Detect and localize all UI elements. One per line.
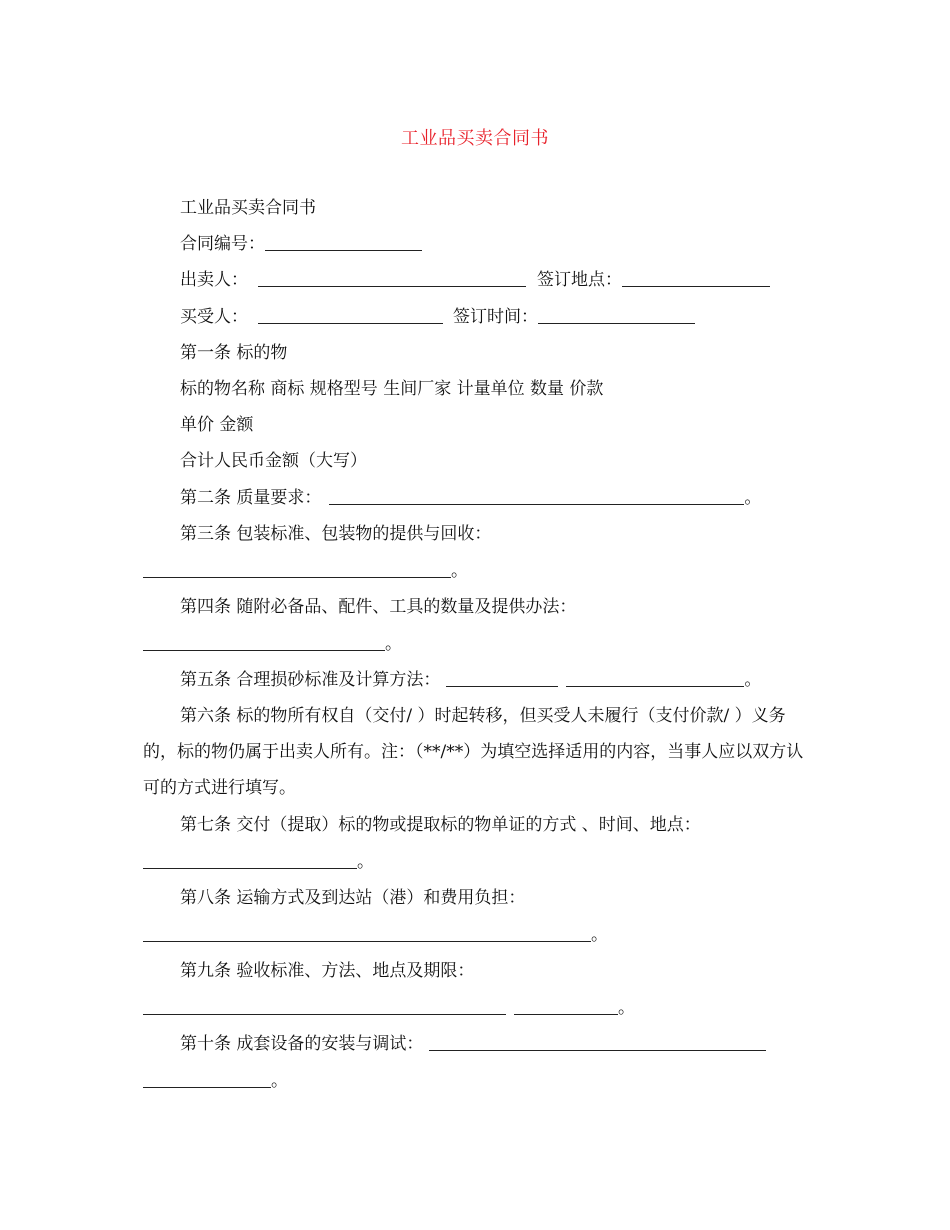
article-2-line <box>180 486 761 510</box>
buyer-label: 买受人： <box>180 307 248 327</box>
contract-heading: 工业品买卖合同书 <box>180 198 316 218</box>
seller-label: 出卖人： <box>180 270 248 290</box>
period: 。 <box>618 998 635 1018</box>
contract-number-line <box>180 232 422 256</box>
article-8-fill-line <box>143 923 608 947</box>
article-1-columns: 标的物名称 商标 规格型号 生间厂家 计量单位 数量 价款 <box>180 379 604 399</box>
document-title: 工业品买卖合同书 <box>401 128 549 149</box>
article-10-blank <box>429 1034 766 1051</box>
article-5-line <box>180 668 761 692</box>
article-1-total: 合计人民币金额（大写） <box>180 451 367 471</box>
period: 。 <box>591 925 608 945</box>
article-3-label: 第三条 包装标准、包装物的提供与回收： <box>180 524 492 544</box>
article-5-blank-1 <box>446 670 558 687</box>
article-9-blank-2 <box>514 998 618 1015</box>
article-7-fill-line <box>143 850 374 874</box>
article-1-heading: 第一条 标的物 <box>180 343 288 363</box>
article-10-line <box>180 1032 766 1056</box>
article-4-fill-line <box>143 632 402 656</box>
article-10-fill-line <box>143 1069 288 1093</box>
article-3-fill-line <box>143 559 468 583</box>
contract-number-label: 合同编号： <box>180 234 265 254</box>
article-7-blank <box>143 852 357 869</box>
article-2-blank <box>329 488 744 505</box>
period: 。 <box>271 1071 288 1091</box>
article-6-paragraph: 第六条 标的物所有权自（交付/ ）时起转移，但买受人未履行（支付价款/ ）义务的，标的物仍属于出卖人所有。注：（**/**）为填空选择适用的内容，当事人应以双方认可的方式进行填写。 <box>143 706 804 798</box>
article-7-label: 第七条 交付（提取）标的物或提取标的物单证的方式 、时间、地点： <box>180 815 701 835</box>
article-5-blank-2 <box>566 670 744 687</box>
period: 。 <box>744 488 762 508</box>
article-3-blank <box>143 561 451 578</box>
period: 。 <box>357 852 374 872</box>
article-4-label: 第四条 随附必备品、配件、工具的数量及提供办法： <box>180 597 577 617</box>
sign-time-blank <box>538 307 695 324</box>
buyer-line <box>180 305 695 329</box>
period: 。 <box>451 561 468 581</box>
article-2-label: 第二条 质量要求： <box>180 488 322 508</box>
period: 。 <box>744 670 762 690</box>
article-1-columns-2: 单价 金额 <box>180 415 254 435</box>
seller-blank <box>258 270 526 287</box>
sign-place-blank <box>622 270 770 287</box>
article-9-blank-1 <box>143 998 506 1015</box>
period: 。 <box>385 634 402 654</box>
article-4-blank <box>143 634 385 651</box>
article-10-blank-2 <box>143 1071 271 1088</box>
sign-time-label: 签订时间： <box>453 307 538 327</box>
article-8-blank <box>143 925 591 942</box>
article-5-label: 第五条 合理损砂标准及计算方法： <box>180 670 441 690</box>
buyer-blank <box>258 307 443 324</box>
article-9-label: 第九条 验收标准、方法、地点及期限： <box>180 961 475 981</box>
article-10-label: 第十条 成套设备的安装与调试： <box>180 1034 424 1054</box>
seller-line <box>180 268 770 292</box>
contract-number-blank <box>265 234 422 251</box>
article-8-label: 第八条 运输方式及到达站（港）和费用负担： <box>180 888 526 908</box>
article-9-fill-line <box>143 996 635 1020</box>
sign-place-label: 签订地点： <box>537 270 622 290</box>
